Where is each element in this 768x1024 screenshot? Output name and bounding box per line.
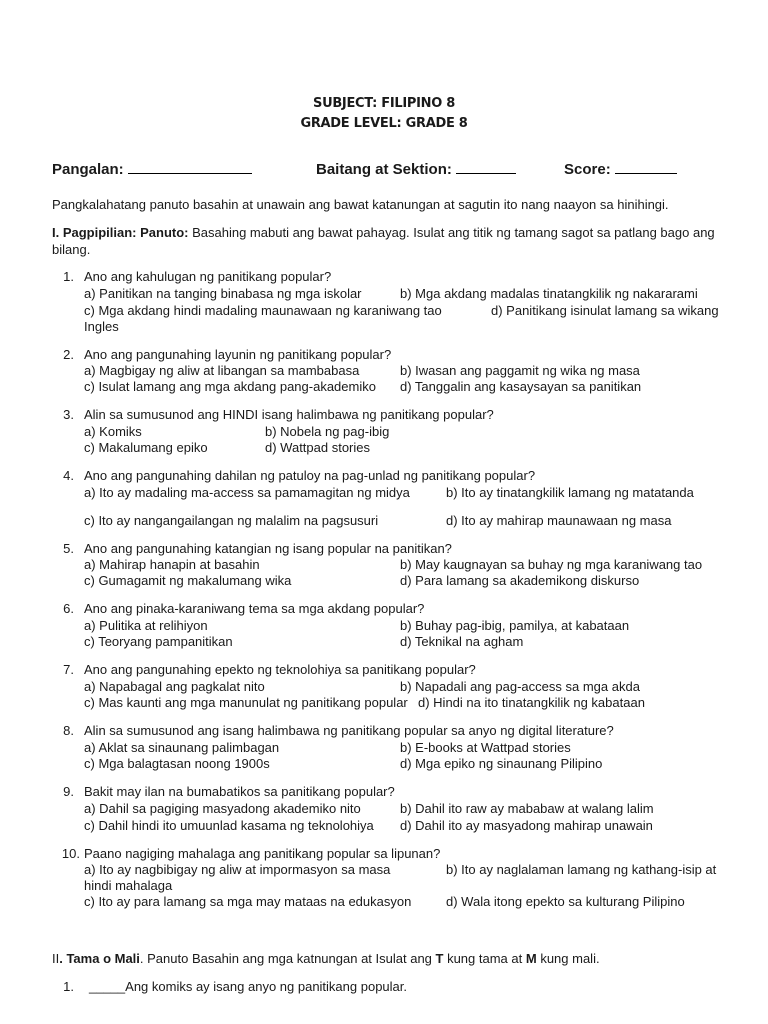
q4-option-a: a) Ito ay madaling ma-access sa pamamagitan ng midya (84, 485, 410, 500)
q7-question: Ano ang pangunahing epekto ng teknolohiya sa panitikang popular? (84, 662, 476, 677)
part1-text: Basahing mabuti ang bawat pahayag. Isulat ang titik ng tamang sagot sa patlang bago ang bilang. (52, 225, 715, 257)
q6-number: 6. (63, 601, 74, 616)
q8-question: Alin sa sumusunod ang isang halimbawa ng panitikang popular sa anyo ng digital literature? (84, 723, 614, 738)
part2-label: . Tama o Mali (59, 951, 140, 966)
name-field[interactable] (52, 159, 252, 178)
part2-roman: II (52, 951, 60, 966)
q9-question: Bakit may ilan na bumabatikos sa panitikang popular? (84, 784, 395, 799)
q7-option-c: c) Mas kaunti ang mga manunulat ng panitikang popular (84, 695, 408, 710)
q1-option-d-cont: Ingles (84, 319, 119, 334)
q10-option-b-cont: hindi mahalaga (84, 878, 173, 893)
part2-text3: kung mali. (536, 951, 600, 966)
q7-option-b: b) Napadali ang pag-access sa mga akda (400, 679, 640, 694)
q3-number: 3. (63, 407, 74, 422)
q9-option-a: a) Dahil sa pagiging masyadong akademiko nito (84, 801, 361, 816)
q1-option-c: c) Mga akdang hindi madaling maunawaan ng karaniwang tao (84, 303, 442, 318)
q3-option-b: b) Nobela ng pag-ibig (265, 424, 390, 439)
q8-option-d: d) Mga epiko ng sinaunang Pilipino (400, 756, 603, 771)
name-blank[interactable] (128, 159, 252, 174)
q7-option-a: a) Napabagal ang pagkalat nito (84, 679, 265, 694)
q10-number: 10. (61, 846, 80, 861)
q8-option-b: b) E-books at Wattpad stories (400, 740, 571, 755)
part1-label: I. Pagpipilian: Panuto: (52, 225, 189, 240)
q3-option-d: d) Wattpad stories (265, 440, 371, 455)
q5-option-c: c) Gumagamit ng makalumang wika (84, 573, 292, 588)
q9-option-b: b) Dahil ito raw ay mababaw at walang lalim (400, 801, 654, 816)
name-label: Pangalan: (52, 161, 124, 178)
part2-instruction (52, 950, 600, 967)
q1-option-d: d) Panitikang isinulat lamang sa wikang (491, 303, 719, 318)
q6-option-b: b) Buhay pag-ibig, pamilya, at kabataan (400, 618, 630, 633)
q4-option-d: d) Ito ay mahirap maunawaan ng masa (446, 513, 672, 528)
q6-question: Ano ang pinaka-karaniwang tema sa mga akdang popular? (84, 601, 425, 616)
score-blank[interactable] (615, 159, 677, 174)
q5-question: Ano ang pangunahing katangian ng isang popular na panitikan? (84, 541, 452, 556)
part2-m: M (525, 951, 537, 966)
grade-level-title: GRADE LEVEL: GRADE 8 (300, 116, 468, 131)
q4-option-b: b) Ito ay tinatangkilik lamang ng matatanda (446, 485, 694, 500)
q1-option-a: a) Panitikan na tanging binabasa ng mga iskolar (84, 286, 362, 301)
q5-option-d: d) Para lamang sa akademikong diskurso (400, 573, 640, 588)
part2-text1: . Panuto Basahin ang mga katnungan at Isulat ang (139, 951, 436, 966)
q8-option-a: a) Aklat sa sinaunang palimbagan (84, 740, 280, 755)
q8-option-c: c) Mga balagtasan noong 1900s (84, 756, 270, 771)
q6-option-a: a) Pulitika at relihiyon (84, 618, 208, 633)
q7-number: 7. (63, 662, 74, 677)
q2-option-c: c) Isulat lamang ang mga akdang pang-akademiko (84, 379, 376, 394)
q1-option-b: b) Mga akdang madalas tinatangkilik ng nakararami (400, 286, 698, 301)
q4-question: Ano ang pangunahing dahilan ng patuloy na pag-unlad ng panitikang popular? (84, 468, 536, 483)
q3-option-c: c) Makalumang epiko (84, 440, 208, 455)
part2-t: T (435, 951, 444, 966)
tf1-number: 1. (63, 979, 74, 994)
q5-option-a: a) Mahirap hanapin at basahin (84, 557, 260, 572)
section-label: Baitang at Sektion: (316, 161, 452, 178)
q10-option-b: b) Ito ay naglalaman lamang ng kathang-isip at (446, 862, 717, 877)
q5-option-b: b) May kaugnayan sa buhay ng mga karaniwang tao (400, 557, 703, 572)
q2-option-d: d) Tanggalin ang kasaysayan sa panitikan (400, 379, 642, 394)
q4-number: 4. (63, 468, 74, 483)
section-blank[interactable] (456, 159, 516, 174)
q3-option-a: a) Komiks (84, 424, 142, 439)
q2-number: 2. (63, 347, 74, 362)
score-label: Score: (564, 161, 611, 178)
q1-question: Ano ang kahulugan ng panitikang popular? (84, 269, 332, 284)
tf1-item[interactable]: _____Ang komiks ay isang anyo ng panitikang popular. (89, 979, 407, 994)
q4-option-c: c) Ito ay nangangailangan ng malalim na pagsusuri (84, 513, 379, 528)
q10-option-a: a) Ito ay nagbibigay ng aliw at impormasyon sa masa (84, 862, 391, 877)
q9-option-c: c) Dahil hindi ito umuunlad kasama ng teknolohiya (84, 818, 374, 833)
part1-instruction (52, 224, 722, 258)
q2-option-b: b) Iwasan ang paggamit ng wika ng masa (400, 363, 640, 378)
section-field[interactable] (316, 159, 516, 178)
q8-number: 8. (63, 723, 74, 738)
q3-question: Alin sa sumusunod ang HINDI isang halimbawa ng panitikang popular? (84, 407, 494, 422)
q7-option-d: d) Hindi na ito tinatangkilik ng kabataan (418, 695, 645, 710)
q9-option-d: d) Dahil ito ay masyadong mahirap unawain (400, 818, 653, 833)
q10-option-c: c) Ito ay para lamang sa mga may mataas na edukasyon (84, 894, 412, 909)
q10-question: Paano nagiging mahalaga ang panitikang popular sa lipunan? (84, 846, 441, 861)
general-instruction: Pangkalahatang panuto basahin at unawain ang bawat katanungan at sagutin ito nang naayon sa hinihingi. (52, 197, 669, 212)
score-field[interactable] (564, 159, 677, 178)
q6-option-d: d) Teknikal na agham (400, 634, 524, 649)
q5-number: 5. (63, 541, 74, 556)
q2-question: Ano ang pangunahing layunin ng panitikang popular? (84, 347, 392, 362)
q9-number: 9. (63, 784, 74, 799)
subject-title: SUBJECT: FILIPINO 8 (313, 96, 455, 111)
q2-option-a: a) Magbigay ng aliw at libangan sa mambabasa (84, 363, 360, 378)
q1-number: 1. (63, 269, 74, 284)
q6-option-c: c) Teoryang pampanitikan (84, 634, 233, 649)
q10-option-d: d) Wala itong epekto sa kulturang Pilipino (446, 894, 685, 909)
part2-text2: kung tama at (443, 951, 526, 966)
